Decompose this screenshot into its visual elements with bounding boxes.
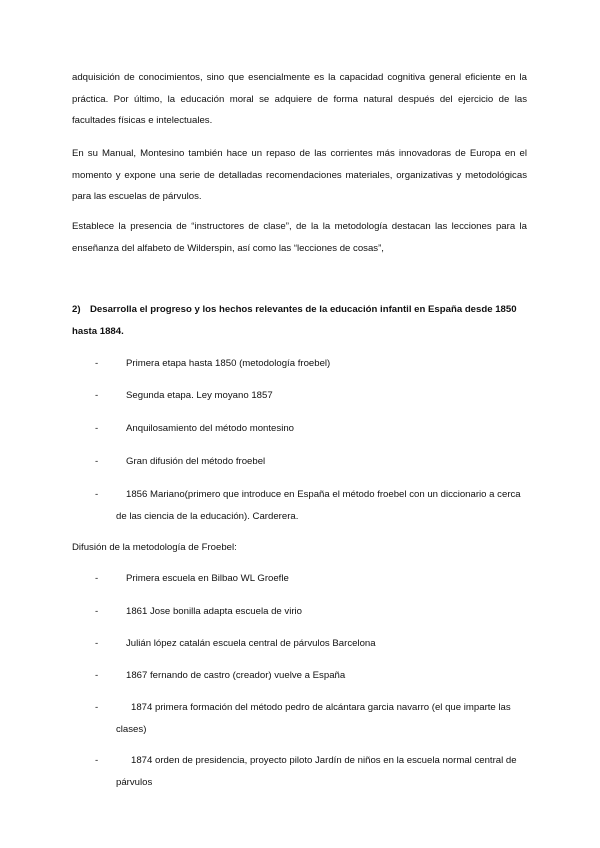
bullet-dash: - <box>95 358 99 369</box>
question-number: 2) <box>72 304 81 315</box>
paragraph-3: Establece la presencia de “instructores de clase”, de la la metodología destacan las lecciones para la enseñanza del alfabeto de Wilderspin, así como las “lecciones de cosas”, <box>72 221 527 254</box>
bullet-dash: - <box>95 638 99 649</box>
paragraph-1: adquisición de conocimientos, sino que esencialmente es la capacidad cognitiva general eficiente en la práctica. Por último, la educación moral se adquiere de forma natural después del ejercicio de las facultades físicas e intelectuales. <box>72 72 527 126</box>
list-item <box>95 633 527 655</box>
list-item-text: 1861 Jose bonilla adapta escuela de virio <box>126 606 303 617</box>
bullet-dash: - <box>95 702 99 713</box>
question-text: Desarrolla el progreso y los hechos relevantes de la educación infantil en España desde 1850 hasta 1884. <box>72 304 517 337</box>
list-item-text: 1874 orden de presidencia, proyecto piloto Jardín de niños en la escuela normal central de párvulos <box>116 755 517 788</box>
list-item-text: 1867 fernando de castro (creador) vuelve a España <box>126 670 346 681</box>
list-item-text: Gran difusión del método froebel <box>126 456 266 467</box>
list-item-text: Primera escuela en Bilbao WL Groefle <box>126 573 289 584</box>
list-item-text: Anquilosamiento del método montesino <box>126 423 294 434</box>
bullet-dash: - <box>95 489 99 500</box>
list-item-text: 1874 primera formación del método pedro de alcántara garcia navarro (el que imparte las clases) <box>116 702 511 735</box>
list-item-text: Segunda etapa. Ley moyano 1857 <box>126 390 273 401</box>
list-item-text: Julián lópez catalán escuela central de párvulos Barcelona <box>126 638 376 649</box>
bullet-dash: - <box>95 390 99 401</box>
bullet-dash: - <box>95 573 99 584</box>
list-item <box>95 484 527 527</box>
list-item <box>95 665 527 687</box>
bullet-dash: - <box>95 606 99 617</box>
bullet-dash: - <box>95 670 99 681</box>
paragraph-2: En su Manual, Montesino también hace un repaso de las corrientes más innovadoras de Europa en el momento y expone una serie de detalladas recomendaciones materiales, organizativas y metodológicas para las escuelas de párvulos. <box>72 148 527 202</box>
list-item <box>95 601 527 623</box>
list-item-text: 1856 Mariano(primero que introduce en España el método froebel con un diccionario a cerca de las ciencia de la educación). Carderera. <box>116 489 521 522</box>
list-item <box>95 697 527 740</box>
list-item <box>95 568 527 590</box>
list-item <box>95 353 527 375</box>
list-item <box>95 385 527 407</box>
section-label: Difusión de la metodología de Froebel: <box>72 542 237 553</box>
list-item <box>95 451 527 473</box>
bullet-dash: - <box>95 755 99 766</box>
list-item <box>95 418 527 440</box>
bullet-dash: - <box>95 423 99 434</box>
bullet-dash: - <box>95 456 99 467</box>
question-heading <box>72 299 527 342</box>
list-item <box>95 750 527 793</box>
list-item-text: Primera etapa hasta 1850 (metodología froebel) <box>126 358 331 369</box>
